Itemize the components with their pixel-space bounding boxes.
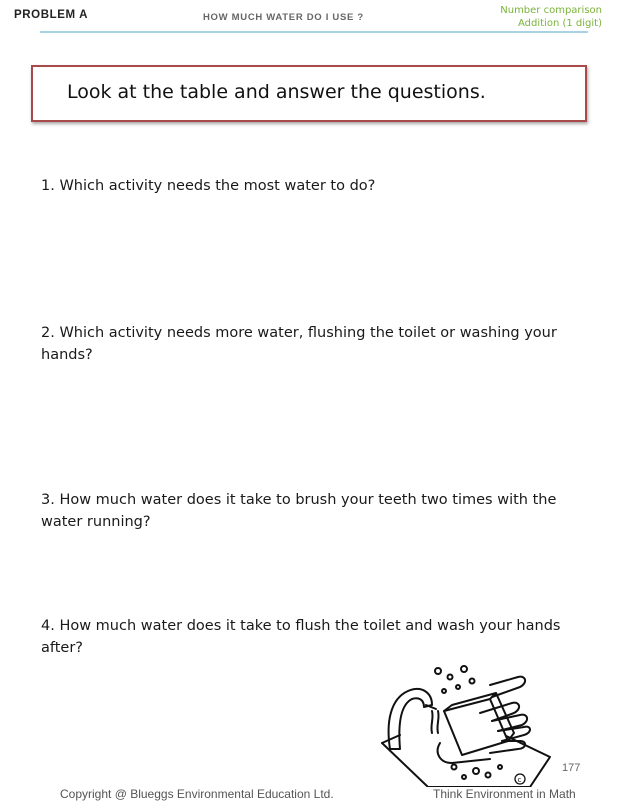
copyright-text: Copyright @ Blueggs Environmental Education Ltd. xyxy=(60,787,334,801)
topic-item: Number comparison xyxy=(500,5,602,16)
question-4: 4. How much water does it take to flush the toilet and wash your hands after? xyxy=(41,618,561,656)
question-1: 1. Which activity needs the most water to do? xyxy=(41,178,376,194)
hand-washing-faucet-icon xyxy=(380,663,556,787)
topic-item: Addition (1 digit) xyxy=(518,18,602,29)
topic-list xyxy=(500,4,602,30)
problem-label: PROBLEM A xyxy=(14,9,88,21)
header-divider xyxy=(40,31,588,33)
question-2: 2. Which activity needs more water, flushing the toilet or washing your hands? xyxy=(41,325,557,363)
svg-text:c: c xyxy=(517,776,522,784)
instruction-text: Look at the table and answer the questions. xyxy=(67,81,486,103)
book-title: Think Environment in Math xyxy=(433,787,576,801)
instruction-box xyxy=(31,65,587,122)
question-3: 3. How much water does it take to brush your teeth two times with the water running? xyxy=(41,492,557,530)
page-number: 177 xyxy=(562,762,581,774)
worksheet-title: HOW MUCH WATER DO I USE ? xyxy=(203,12,364,23)
